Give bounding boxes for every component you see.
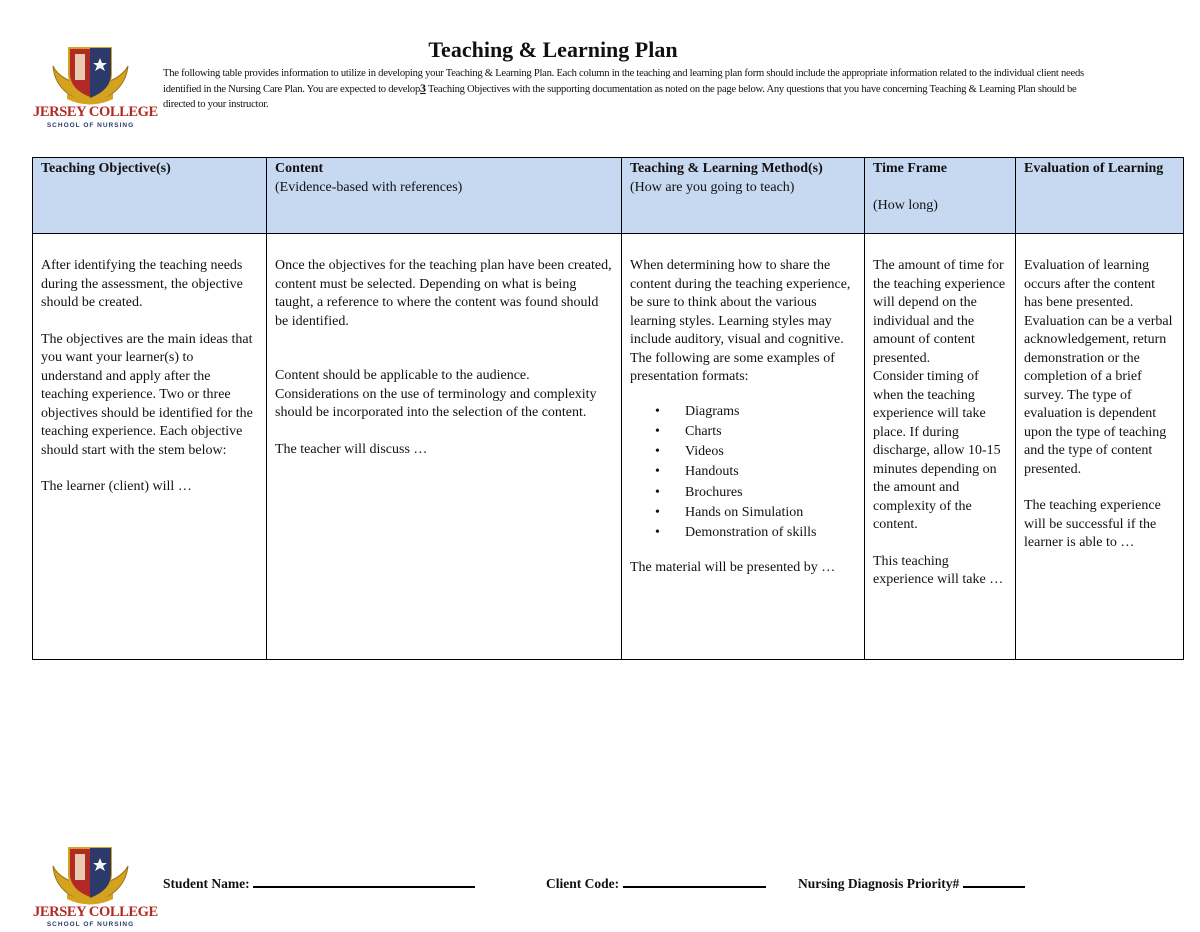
objectives-stem: The learner (client) will … [41,479,192,494]
crest-icon [33,844,148,906]
timeframe-paragraph: The amount of time for the teaching experience will depend on the individual and the amount of content presented. [873,258,1006,366]
list-item: • Brochures [630,483,856,503]
objectives-paragraph: After identifying the teaching needs during the assessment, the objective should be created. [41,258,243,310]
diagnosis-priority-label: Nursing Diagnosis Priority# [798,876,960,891]
method-paragraph: When determining how to share the content during the teaching experience, be sure to think about the various learning styles. Learning styles may include auditory, visual and cognitive. The following are some examples of presentation formats: [630,258,851,384]
header-subtitle: (How long) [873,197,938,213]
intro-text-part1: The following table provides information to utilize in developing your Teaching & Learning Plan. Each column in the teaching and learning plan form should include the appropriate information related to the individual client needs identified in the Nursing Care Plan. You are expected to develop [163,68,1084,95]
header-teaching-objectives [33,158,267,234]
client-code-label: Client Code: [546,876,620,891]
header-method [622,158,865,234]
timeframe-paragraph: Consider timing of when the teaching experience will take place. If during discharge, allow 10-15 minutes depending on the amount and complexity of the content. [873,369,1001,532]
header-title: Teaching Objective(s) [41,161,171,176]
page-title: Teaching & Learning Plan [428,37,678,62]
header-title: Evaluation of Learning [1024,161,1164,176]
client-code-blank[interactable] [623,874,766,888]
list-item: • Videos [630,442,856,462]
intro-paragraph [163,66,1103,112]
diagnosis-priority-field[interactable] [798,874,1025,892]
presentation-formats-list [630,402,856,544]
student-name-label: Student Name: [163,876,250,891]
list-item: • Charts [630,422,856,442]
logo-college-name: JERSEY COLLEGE [33,104,158,120]
content-paragraph: Content should be applicable to the audience. Considerations on the use of terminology and complexity should be incorporated into the selection of the content. [275,368,597,420]
header-content [267,158,622,234]
diagnosis-priority-blank[interactable] [963,874,1025,888]
logo-college-name: JERSEY COLLEGE [33,904,158,920]
header-title: Teaching & Learning Method(s) [630,161,823,176]
content-stem: The teacher will discuss … [275,441,428,457]
logo-school-subtitle: SCHOOL OF NURSING [46,122,135,129]
header-subtitle: (How are you going to teach) [630,179,795,195]
header-title: Time Frame [873,161,947,176]
intro-objective-count: 3 [420,81,426,95]
content-paragraph: Once the objectives for the teaching plan have been created, content must be selected. Depending on what is being taught, a reference to where the content was found should be identified. [275,258,612,329]
cell-evaluation [1016,234,1184,660]
student-name-blank[interactable] [253,874,475,888]
table-header-row [33,158,1184,234]
header-title: Content [275,161,324,176]
teaching-plan-table [32,157,1184,660]
header-time-frame [865,158,1016,234]
logo-school-subtitle: SCHOOL OF NURSING [46,921,135,928]
client-code-field[interactable] [546,874,766,892]
header-subtitle: (Evidence-based with references) [275,179,463,195]
objectives-paragraph: The objectives are the main ideas that you want your learner(s) to understand and apply after the teaching experience. Two or three objectives should be identified for the teaching experience. Each objective should start with the stem below: [41,331,253,458]
header-evaluation [1016,158,1184,234]
cell-content [267,234,622,660]
method-stem: The material will be presented by … [630,559,836,575]
student-name-field[interactable] [163,874,475,892]
evaluation-paragraph: Evaluation of learning occurs after the content has bene presented. Evaluation can be a verbal acknowledgement, return demonstration or the completion of a brief survey. The type of evaluation is dependent upon the type of teaching and the type of content presented. [1024,258,1173,477]
list-item: • Hands on Simulation [630,503,856,523]
cell-time-frame [865,234,1016,660]
cell-objectives [33,234,267,660]
table-row [33,234,1184,660]
cell-method [622,234,865,660]
list-item: • Diagrams [630,402,856,422]
intro-text-part2: Teaching Objectives with the supporting documentation as noted on the page below. Any questions that you have concerning Teaching & Learning Plan should be directed to your instructor. [163,84,1077,110]
college-logo-footer [33,844,158,932]
timeframe-stem: This teaching experience will take … [873,553,1004,587]
list-item: • Demonstration of skills [630,523,856,543]
list-item: • Handouts [630,462,856,482]
evaluation-stem: The teaching experience will be successful if the learner is able to … [1024,498,1161,550]
